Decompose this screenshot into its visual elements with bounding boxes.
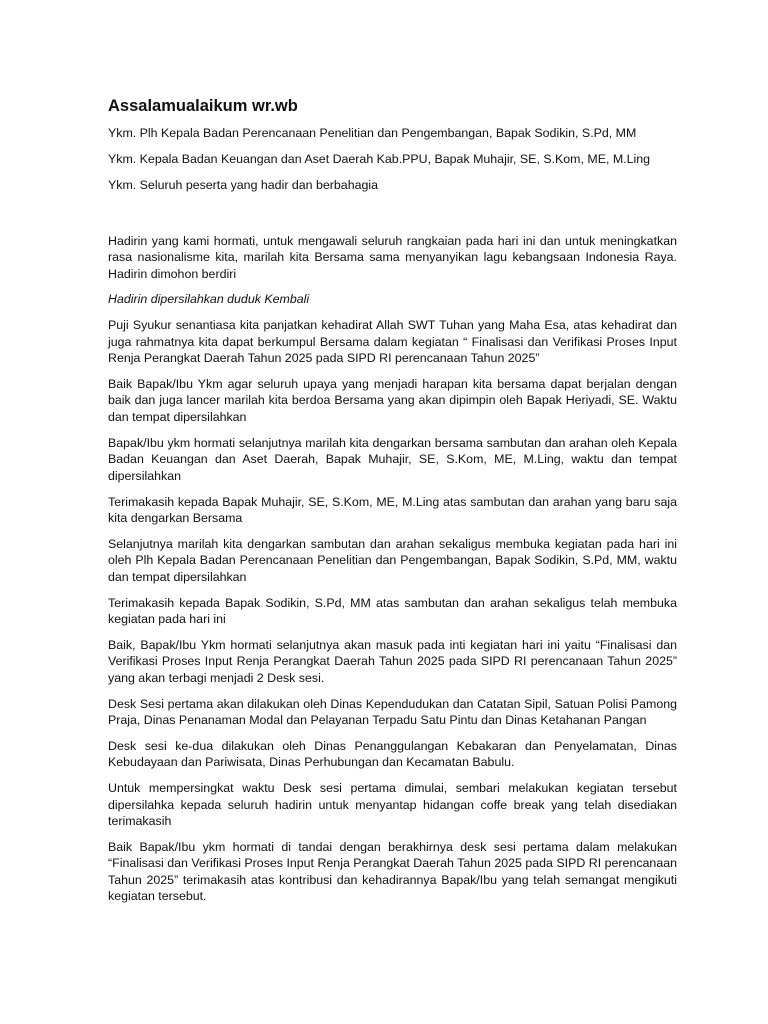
paragraph-opening: Hadirin yang kami hormati, untuk mengawali seluruh rangkaian pada hari ini dan untuk meningkatkan rasa nasionalisme kita, marilah kita Bersama sama menyanyikan lagu kebangsaan Indonesia Raya. Hadirin dimohon berdiri <box>108 233 677 281</box>
paragraph: Desk sesi ke-dua dilakukan oleh Dinas Penanggulangan Kebakaran dan Penyelamatan, Dinas Kebudayaan dan Pariwisata, Dinas Perhubungan dan Kecamatan Babulu. <box>108 738 677 770</box>
salutation-line: Ykm. Plh Kepala Badan Perencanaan Penelitian dan Pengembangan, Bapak Sodikin, S.Pd, MM <box>108 126 637 140</box>
document-page <box>108 96 677 914</box>
paragraph-closing: Baik Bapak/Ibu ykm hormati di tandai dengan berakhirnya desk sesi pertama dalam melakukan “Finalisasi dan Verifikasi Proses Input Renja Perangkat Daerah Tahun 2025 pada SIPD RI perencanaan Tahun 2025” terimakasih atas kontribusi dan kehadirannya Bapak/Ibu yang telah semangat mengikuti kegiatan tersebut. <box>108 839 677 904</box>
paragraph: Untuk mempersingkat waktu Desk sesi pertama dimulai, sembari melakukan kegiatan tersebut dipersilahka kepada seluruh hadirin untuk menyantap hidangan coffe break yang telah disediakan terimakasih <box>108 781 677 828</box>
paragraph: Bapak/Ibu ykm hormati selanjutnya marilah kita dengarkan bersama sambutan dan arahan oleh Kepala Badan Keuangan dan Aset Daerah, Bapak Muhajir, SE, S.Kom, ME, M.Ling, waktu dan tempat dipersilahkan <box>108 435 677 483</box>
salutation-line: Ykm. Seluruh peserta yang hadir dan berbahagia <box>108 177 379 192</box>
paragraph: Puji Syukur senantiasa kita panjatkan kehadirat Allah SWT Tuhan yang Maha Esa, atas kehadirat dan juga rahmatnya kita dapat berkumpul Bersama dalam kegiatan “ Finalisasi dan Verifikasi Proses Input Renja Perangkat Daerah Tahun 2025 pada SIPD RI perencanaan Tahun 2025” <box>108 318 677 366</box>
greeting-title: Assalamualaikum wr.wb <box>108 97 298 115</box>
paragraph: Desk Sesi pertama akan dilakukan oleh Dinas Kependudukan dan Catatan Sipil, Satuan Polisi Pamong Praja, Dinas Penanaman Modal dan Pelayanan Terpadu Satu Pintu dan Dinas Ketahanan Pangan <box>108 696 677 727</box>
paragraph: Terimakasih kepada Bapak Muhajir, SE, S.Kom, ME, M.Ling atas sambutan dan arahan yang baru saja kita dengarkan Bersama <box>108 494 677 525</box>
paragraph: Baik, Bapak/Ibu Ykm hormati selanjutnya akan masuk pada inti kegiatan hari ini yaitu “Finalisasi dan Verifikasi Proses Input Renja Perangkat Daerah Tahun 2025 pada SIPD RI perencanaan Tahun 2025” yang akan terbagi menjadi 2 Desk sesi. <box>108 637 677 685</box>
salutation-line: Ykm. Kepala Badan Keuangan dan Aset Daerah Kab.PPU, Bapak Muhajir, SE, S.Kom, ME, M.Ling <box>108 151 651 166</box>
paragraph-instruction: Hadirin dipersilahkan duduk Kembali <box>108 292 310 307</box>
blank-spacer <box>108 203 677 233</box>
paragraph: Terimakasih kepada Bapak Sodikin, S.Pd, MM atas sambutan dan arahan sekaligus telah membuka kegiatan pada hari ini <box>108 595 677 626</box>
paragraph: Selanjutnya marilah kita dengarkan sambutan dan arahan sekaligus membuka kegiatan pada hari ini oleh Plh Kepala Badan Perencanaan Penelitian dan Pengembangan, Bapak Sodikin, S.Pd, MM, waktu dan tempat dipersilahkan <box>108 536 677 584</box>
paragraph: Baik Bapak/Ibu Ykm agar seluruh upaya yang menjadi harapan kita bersama dapat berjalan dengan baik dan juga lancer marilah kita berdoa Bersama yang akan dipimpin oleh Bapak Heriyadi, SE. Waktu dan tempat dipersilahkan <box>108 377 677 424</box>
